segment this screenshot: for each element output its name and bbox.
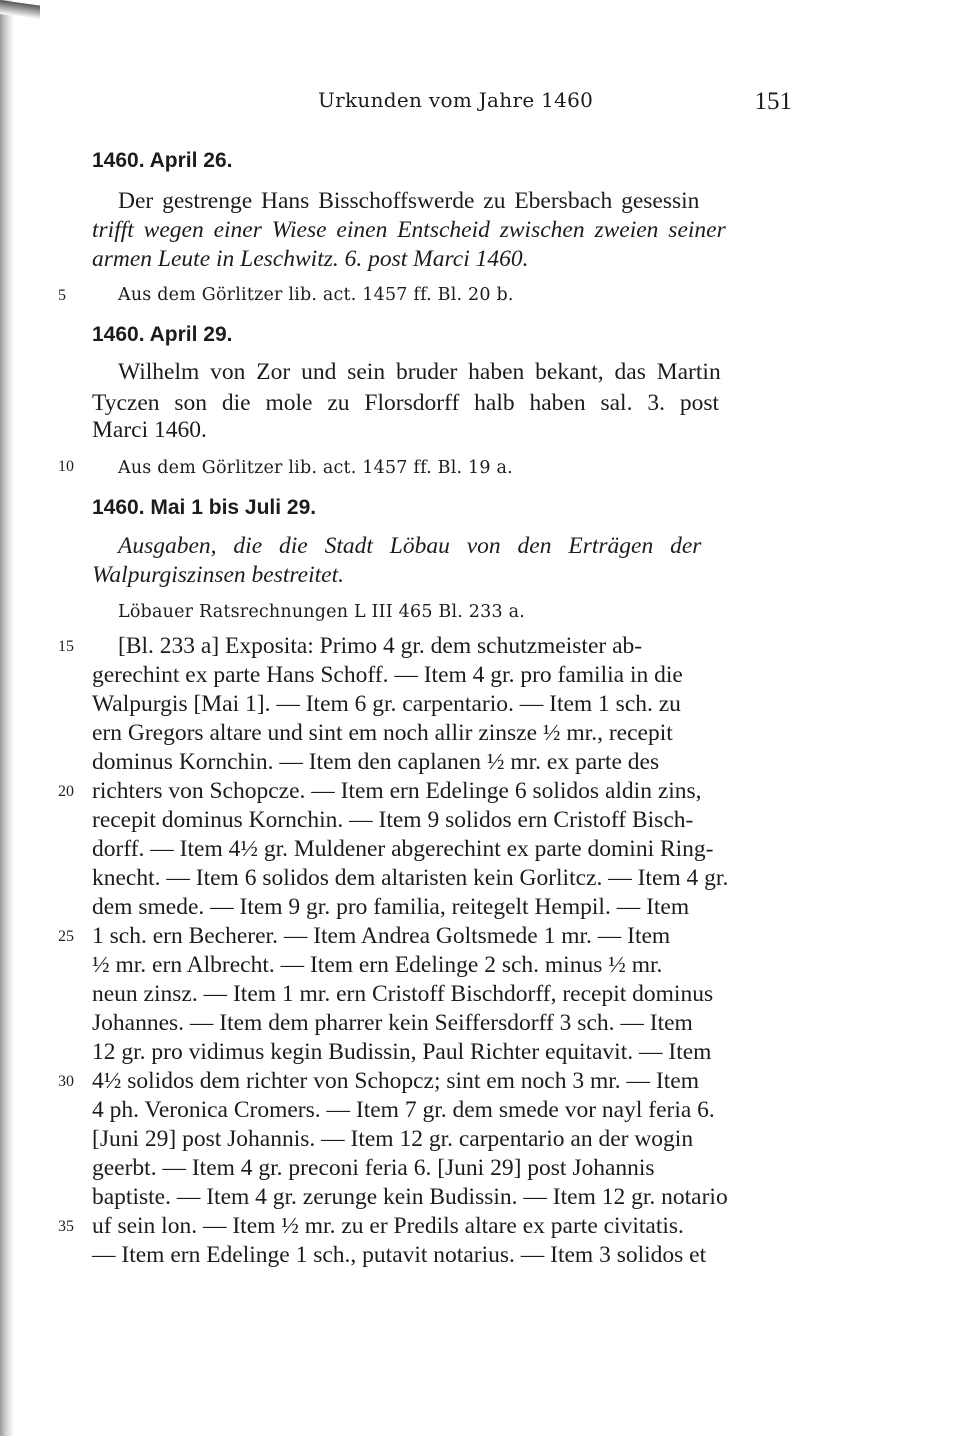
- body-line: 4½ solidos dem richter von Schopcz; sint em noch 3 mr. — Item: [92, 1068, 699, 1094]
- source-reference: Aus dem Görlitzer lib. act. 1457 ff. Bl. 20 b.: [118, 285, 514, 305]
- body-line: 1 sch. ern Becherer. — Item Andrea Goltsmede 1 mr. — Item: [92, 923, 671, 949]
- body-line: dem smede. — Item 9 gr. pro familia, reitegelt Hempil. — Item: [92, 894, 690, 920]
- scan-edge-shadow: [0, 0, 14, 1436]
- body-line: knecht. — Item 6 solidos dem altaristen kein Gorlitcz. — Item 4 gr.: [92, 865, 729, 891]
- line-number: 25: [58, 928, 74, 945]
- body-line: neun zinsz. — Item 1 mr. ern Cristoff Bischdorff, recepit dominus: [92, 981, 714, 1007]
- source-reference: Aus dem Görlitzer lib. act. 1457 ff. Bl. 19 a.: [118, 458, 513, 478]
- body-line: geerbt. — Item 4 gr. preconi feria 6. [Juni 29] post Johannis: [92, 1155, 655, 1181]
- line-number: 30: [58, 1073, 74, 1090]
- summary-line: trifft wegen einer Wiese einen Entscheid zwischen zweien seiner: [92, 217, 726, 243]
- body-line: Johannes. — Item dem pharrer kein Seiffersdorff 3 sch. — Item: [92, 1010, 693, 1036]
- body-line: Walpurgis [Mai 1]. — Item 6 gr. carpentario. — Item 1 sch. zu: [92, 691, 681, 717]
- body-line: [Juni 29] post Johannis. — Item 12 gr. carpentario an der wogin: [92, 1126, 694, 1152]
- body-line: uf sein lon. — Item ½ mr. zu er Predils altare ex parte civitatis.: [92, 1213, 684, 1239]
- body-line: 4 ph. Veronica Cromers. — Item 7 gr. dem smede vor nayl feria 6.: [92, 1097, 715, 1123]
- source-reference: Löbauer Ratsrechnungen L III 465 Bl. 233 a.: [118, 602, 525, 622]
- summary-line: Walpurgiszinsen bestreitet.: [92, 562, 344, 588]
- body-line: richters von Schopcze. — Item ern Edelinge 6 solidos aldin zins,: [92, 778, 702, 804]
- body-line: dorff. — Item 4½ gr. Muldener abgerechint ex parte domini Ring-: [92, 836, 714, 862]
- summary-line: Wilhelm von Zor und sein bruder haben bekant, das Martin: [118, 359, 721, 385]
- body-line: ½ mr. ern Albrecht. — Item ern Edelinge 2 sch. minus ½ mr.: [92, 952, 663, 978]
- body-line: — Item ern Edelinge 1 sch., putavit notarius. — Item 3 solidos et: [92, 1242, 707, 1268]
- entry-heading: 1460. April 29.: [92, 323, 233, 346]
- summary-line: Der gestrenge Hans Bisschoffswerde zu Ebersbach gesessin: [118, 188, 700, 214]
- body-line: [Bl. 233 a] Exposita: Primo 4 gr. dem schutzmeister ab-: [118, 633, 643, 659]
- summary-line: Ausgaben, die die Stadt Löbau von den Erträgen der: [118, 533, 702, 559]
- body-line: ern Gregors altare und sint em noch allir zinsze ½ mr., recepit: [92, 720, 673, 746]
- summary-line: Marci 1460.: [92, 417, 207, 443]
- line-number: 15: [58, 638, 74, 655]
- line-number: 35: [58, 1218, 74, 1235]
- summary-line: Tyczen son die mole zu Florsdorff halb haben sal. 3. post: [92, 390, 720, 416]
- line-number: 5: [58, 287, 66, 304]
- body-line: 12 gr. pro vidimus kegin Budissin, Paul Richter equitavit. — Item: [92, 1039, 712, 1065]
- page-number: 151: [754, 88, 792, 115]
- body-line: gerechint ex parte Hans Schoff. — Item 4 gr. pro familia in die: [92, 662, 683, 688]
- body-line: dominus Kornchin. — Item den caplanen ½ mr. ex parte des: [92, 749, 660, 775]
- line-number: 20: [58, 783, 74, 800]
- entry-heading: 1460. April 26.: [92, 149, 233, 172]
- entry-heading: 1460. Mai 1 bis Juli 29.: [92, 496, 317, 519]
- body-line: baptiste. — Item 4 gr. zerunge kein Budissin. — Item 12 gr. notario: [92, 1184, 728, 1210]
- summary-line: armen Leute in Leschwitz. 6. post Marci 1460.: [92, 246, 529, 272]
- running-header: Urkunden vom Jahre 1460: [318, 88, 594, 112]
- body-line: recepit dominus Kornchin. — Item 9 solidos ern Cristoff Bisch-: [92, 807, 694, 833]
- line-number: 10: [58, 458, 74, 475]
